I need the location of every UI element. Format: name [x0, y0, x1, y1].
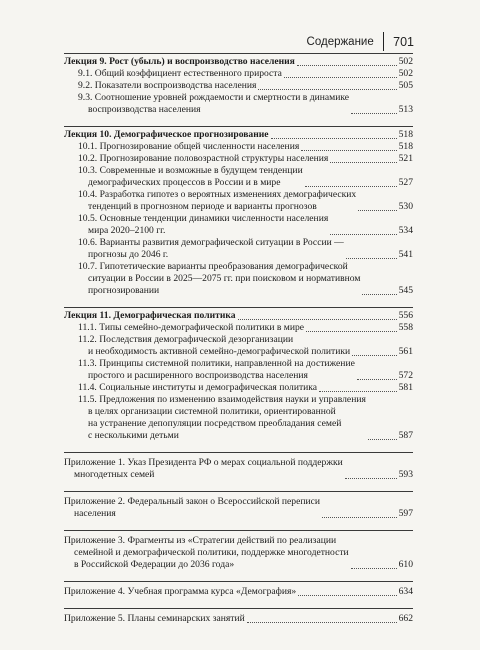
toc-subentry-text	[80, 92, 349, 116]
appendix-entry[interactable]	[64, 613, 413, 625]
dot-leader	[271, 137, 397, 139]
appendix-entry-text	[64, 586, 296, 598]
toc-subentry-line: воспроизводства населения	[88, 104, 201, 115]
toc-subentry-line: и необходимость активной семейно-демографической политики	[88, 346, 351, 357]
lecture-entry[interactable]	[64, 56, 413, 68]
toc-subentry[interactable]	[64, 165, 413, 189]
toc-subentry[interactable]	[64, 92, 413, 116]
appendix-entry-line: в Российской Федерации до 2036 года»	[74, 559, 235, 570]
dot-leader	[298, 594, 396, 596]
appendix-entry[interactable]	[64, 535, 413, 571]
toc-subentry-line: 11.1. Типы семейно-демографической политики в мире	[78, 322, 305, 333]
toc-subentry-page: 534	[398, 225, 413, 236]
toc-subentry-line: 10.7. Гипотетические варианты преобразования демографической	[78, 261, 348, 272]
toc-subentry-line: 11.5. Предложения по изменению взаимодействия науки и управления	[78, 394, 366, 405]
appendix-entry[interactable]	[64, 586, 413, 598]
dot-leader	[306, 330, 397, 332]
toc-subentry[interactable]	[64, 80, 413, 92]
appendix-section	[64, 608, 413, 631]
toc-subentry-line: 10.6. Варианты развития демографической ситуации в России —	[78, 237, 344, 248]
dot-leader	[297, 64, 397, 66]
toc-subentry-line: прогнозировании	[88, 285, 160, 296]
lecture-page: 518	[398, 129, 413, 140]
toc-subentry-line: 11.3. Принципы системной политики, направленной на достижение	[78, 358, 355, 369]
toc-subentry-text	[80, 334, 350, 358]
toc-subentry-text	[80, 213, 328, 237]
toc-subentry[interactable]	[64, 153, 413, 165]
toc-subentry-line: в целях организации системной политики, ориентированной	[88, 406, 336, 417]
toc-subentry-line: тенденций в прогнозном периоде и варианты прогнозов	[88, 201, 317, 212]
dot-leader	[284, 76, 397, 78]
toc-subentry-line: 9.2. Показатели воспроизводства населения	[78, 80, 257, 91]
toc-subentry-text	[80, 358, 355, 382]
toc-subentry-text	[80, 237, 344, 261]
toc-subentry-text	[80, 165, 303, 189]
lecture-entry[interactable]	[64, 310, 413, 322]
toc-subentry-line: 10.5. Основные тенденции динамики численности населения	[78, 213, 329, 224]
toc-subentry-page: 587	[398, 430, 413, 441]
lecture-section	[64, 307, 413, 448]
dot-leader	[305, 185, 397, 187]
toc-subentry-line: демографических процессов в России и в мире	[88, 177, 281, 188]
toc-subentry[interactable]	[64, 213, 413, 237]
appendix-section	[64, 491, 413, 526]
dot-leader	[345, 477, 397, 479]
toc-subentry-page: 521	[398, 153, 413, 164]
dot-leader	[319, 390, 397, 392]
toc-subentry[interactable]	[64, 358, 413, 382]
toc-subentry-page: 572	[398, 370, 413, 381]
dot-leader	[351, 567, 397, 569]
toc-subentry[interactable]	[64, 189, 413, 213]
toc-subentry-page: 530	[398, 201, 413, 212]
toc-subentry-line: с несколькими детьми	[88, 430, 179, 441]
toc-subentry-line: простого и расширенного воспроизводства населения	[88, 370, 308, 381]
toc-subentry-line: 11.4. Социальные институты и демографическая политика	[78, 382, 318, 393]
toc-subentry-page: 502	[398, 68, 413, 79]
appendix-entry-page: 597	[398, 508, 413, 519]
dot-leader	[258, 88, 396, 90]
dot-leader	[330, 161, 396, 163]
appendix-section	[64, 530, 413, 577]
toc-subentry-text	[80, 68, 282, 80]
toc-subentry-page: 581	[398, 382, 413, 393]
running-header	[307, 32, 414, 51]
table-of-contents	[64, 53, 413, 635]
dot-leader	[352, 354, 396, 356]
page-number: 701	[393, 34, 414, 49]
dot-leader	[351, 112, 397, 114]
toc-subentry-line: ситуации в России в 2025—2075 гг. при поисковом и нормативном	[88, 273, 361, 284]
appendix-entry-line: Приложение 2. Федеральный закон о Всероссийской переписи	[64, 496, 321, 507]
lecture-title: Лекция 10. Демографическое прогнозирование	[64, 129, 269, 140]
dot-leader	[346, 257, 397, 259]
dot-leader	[357, 378, 397, 380]
toc-subentry-line: прогнозы до 2046 г.	[88, 249, 169, 260]
dot-leader	[301, 149, 396, 151]
toc-subentry-text	[80, 80, 256, 92]
toc-subentry-line: 10.4. Разработка гипотез о вероятных изменениях демографических	[78, 189, 357, 200]
appendix-entry[interactable]	[64, 496, 413, 520]
lecture-title: Лекция 11. Демографическая политика	[64, 310, 236, 321]
toc-subentry-line: мира 2020–2100 гг.	[88, 225, 166, 236]
toc-subentry-line: 10.2. Прогнозирование половозрастной структуры населения	[78, 153, 329, 164]
toc-subentry[interactable]	[64, 382, 413, 394]
toc-subentry-page: 561	[398, 346, 413, 357]
appendix-section	[64, 452, 413, 487]
toc-subentry-text	[80, 189, 356, 213]
toc-subentry-text	[80, 141, 299, 153]
dot-leader	[238, 318, 397, 320]
toc-subentry-page: 558	[398, 322, 413, 333]
appendix-entry-text	[64, 535, 349, 571]
toc-subentry-line: на устранение депопуляции посредством преобладания семей	[88, 418, 342, 429]
appendix-entry-page: 593	[398, 469, 413, 480]
toc-subentry-page: 513	[398, 104, 413, 115]
appendix-entry-line: Приложение 3. Фрагменты из «Стратегии действий по реализации	[64, 535, 337, 546]
appendix-entry-line: Приложение 1. Указ Президента РФ о мерах социальной поддержки	[64, 457, 343, 468]
toc-subentry-text	[80, 153, 328, 165]
toc-subentry-line: 9.3. Соотношение уровней рождаемости и смертности в динамике	[78, 92, 350, 103]
toc-subentry-text	[80, 382, 317, 394]
toc-subentry-page: 505	[398, 80, 413, 91]
toc-subentry[interactable]	[64, 261, 413, 297]
toc-subentry[interactable]	[64, 68, 413, 80]
toc-subentry[interactable]	[64, 237, 413, 261]
dot-leader	[362, 293, 396, 295]
section-title: Содержание	[306, 35, 374, 48]
appendix-entry-text	[64, 457, 343, 481]
lecture-title: Лекция 9. Рост (убыль) и воспроизводство населения	[64, 56, 295, 67]
appendix-entry-line: Приложение 5. Планы семинарских занятий	[64, 613, 245, 624]
appendix-entry-text	[64, 496, 320, 520]
toc-subentry[interactable]	[64, 141, 413, 153]
appendix-entry[interactable]	[64, 457, 413, 481]
lecture-section	[64, 53, 413, 122]
appendix-entry-line: семейной и демографической политики, поддержке многодетности	[74, 547, 349, 558]
toc-subentry[interactable]	[64, 322, 413, 334]
toc-subentry-text	[80, 261, 360, 297]
toc-subentry-page: 545	[398, 285, 413, 296]
toc-subentry-line: 9.1. Общий коэффициент естественного прироста	[78, 68, 282, 79]
appendix-entry-page: 610	[398, 559, 413, 570]
toc-subentry-line: 11.2. Последствия демографической дезорганизации	[78, 334, 294, 345]
dot-leader	[247, 621, 397, 623]
toc-subentry-page: 518	[398, 141, 413, 152]
toc-subentry[interactable]	[64, 394, 413, 442]
toc-subentry-line: 10.3. Современные и возможные в будущем тенденции	[78, 165, 303, 176]
lecture-page: 502	[398, 56, 413, 67]
lecture-section	[64, 126, 413, 303]
toc-subentry-text	[80, 322, 304, 334]
appendix-entry-line: многодетных семей	[74, 469, 155, 480]
dot-leader	[322, 516, 397, 518]
dot-leader	[368, 438, 397, 440]
appendix-entry-line: населения	[74, 508, 116, 519]
appendix-entry-line: Приложение 4. Учебная программа курса «Демография»	[64, 586, 297, 597]
lecture-page: 556	[398, 310, 413, 321]
toc-subentry[interactable]	[64, 334, 413, 358]
toc-subentry-page: 527	[398, 177, 413, 188]
appendix-entry-page: 634	[398, 586, 413, 597]
header-divider	[383, 32, 384, 51]
toc-subentry-line: 10.1. Прогнозирование общей численности населения	[78, 141, 300, 152]
toc-subentry-page: 541	[398, 249, 413, 260]
lecture-entry[interactable]	[64, 129, 413, 141]
toc-subentry-text	[80, 394, 366, 442]
appendix-entry-page: 662	[398, 613, 413, 624]
appendix-section	[64, 581, 413, 604]
appendix-entry-text	[64, 613, 245, 625]
dot-leader	[330, 233, 396, 235]
dot-leader	[358, 209, 396, 211]
